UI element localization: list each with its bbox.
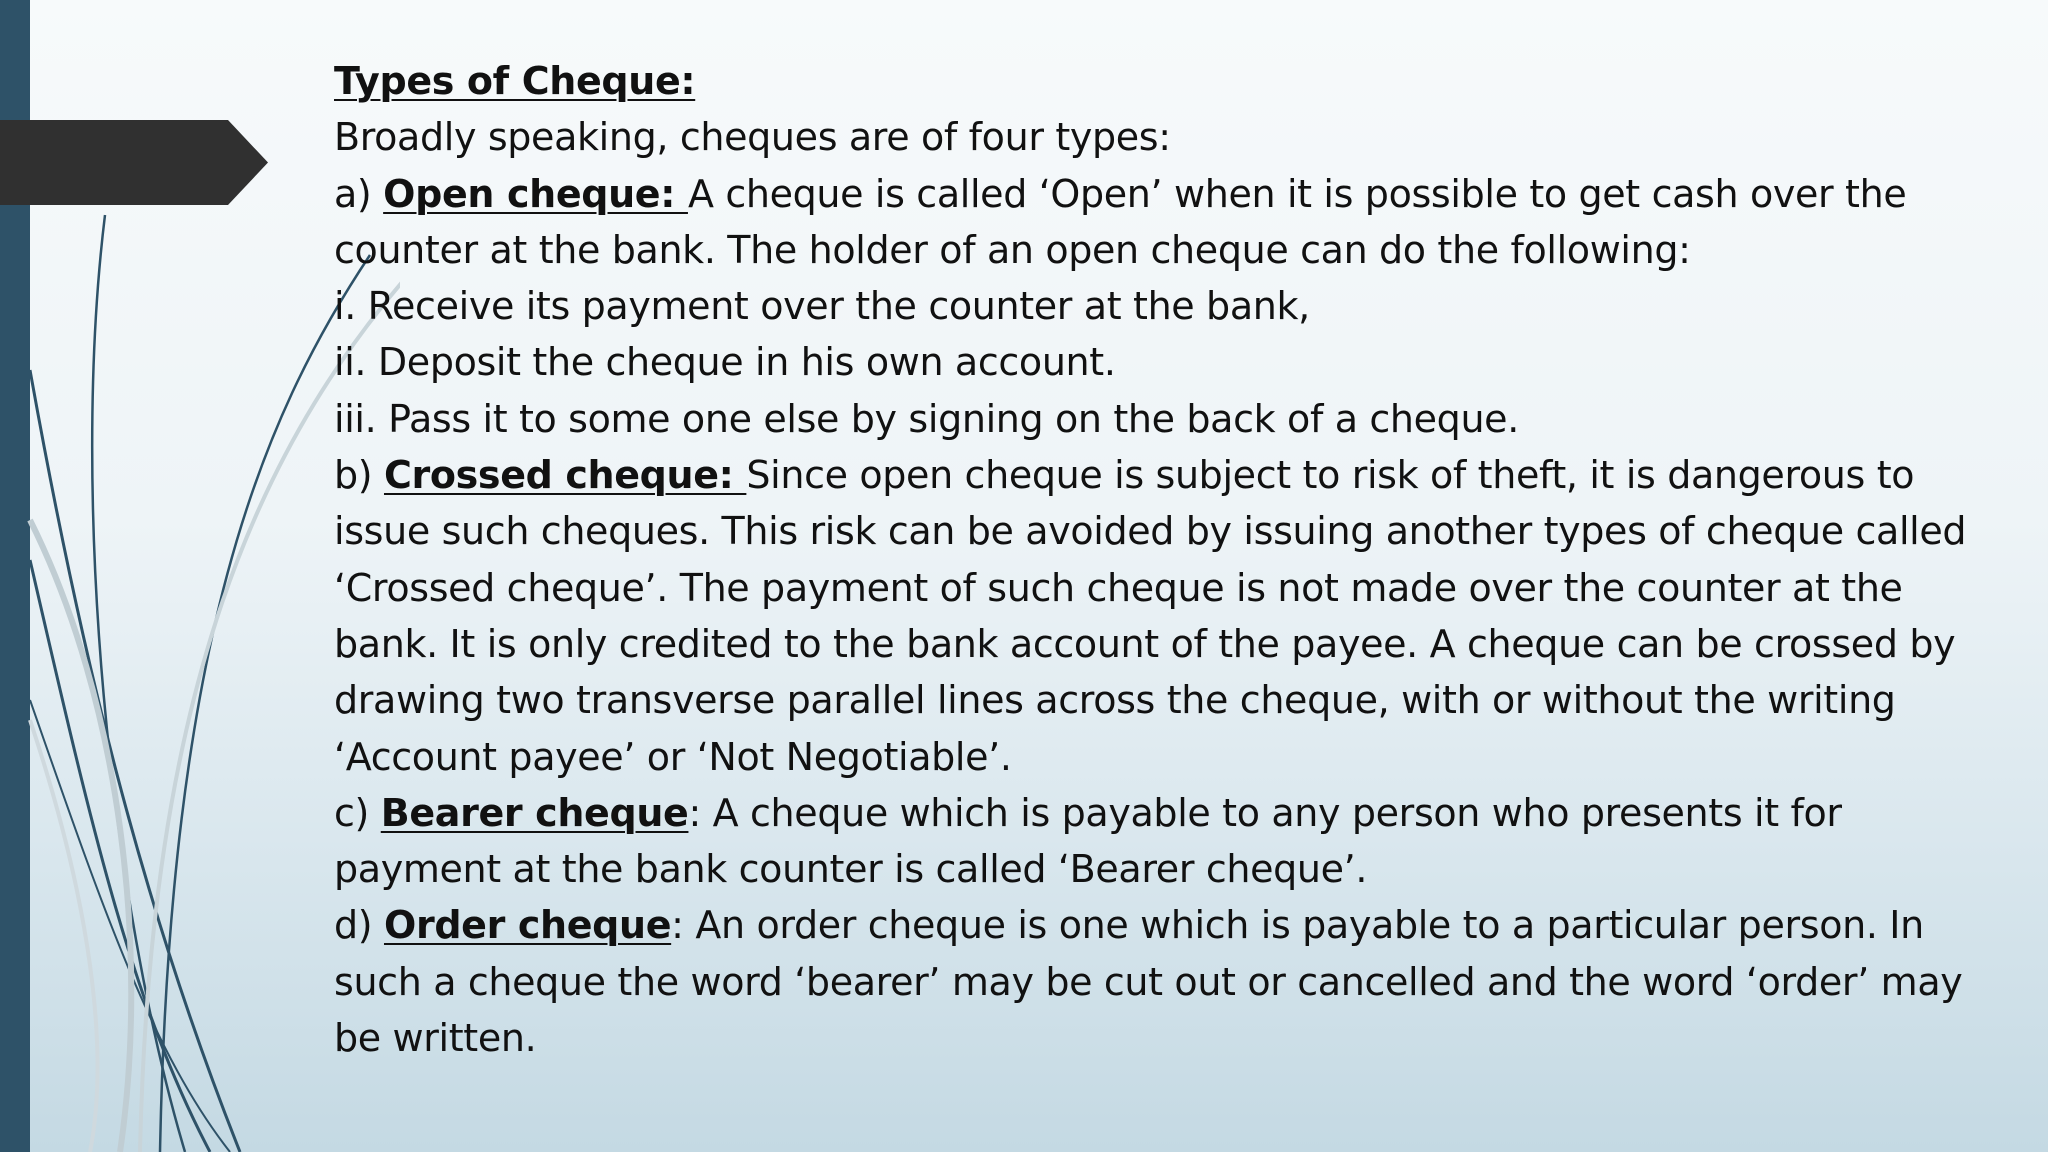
order-cheque-line-3: be written. <box>334 1016 537 1061</box>
slide-heading <box>334 53 2014 109</box>
slide-body <box>334 53 2014 1066</box>
crossed-cheque-line-2: issue such cheques. This risk can be avoided by issuing another types of cheque called <box>334 509 1967 554</box>
open-cheque-term-wrap <box>383 172 688 216</box>
crossed-cheque-line-5: drawing two transverse parallel lines across the cheque, with or without the writing <box>334 678 1896 723</box>
open-cheque-item-1: i. Receive its payment over the counter at the bank, <box>334 284 1310 329</box>
intro-line: Broadly speaking, cheques are of four types: <box>334 115 1171 160</box>
open-cheque-line-2: counter at the bank. The holder of an open cheque can do the following: <box>334 227 1691 272</box>
order-cheque-term: Order cheque <box>383 903 672 948</box>
order-cheque-line-2: such a cheque the word ‘bearer’ may be cut out or cancelled and the word ‘order’ may <box>334 959 1963 1004</box>
order-cheque-line-1 <box>334 897 2014 953</box>
crossed-cheque-term-wrap <box>384 453 746 497</box>
crossed-cheque-term: Crossed cheque: <box>383 453 747 498</box>
open-prefix: a) <box>334 171 384 216</box>
bearer-cheque-line-2: payment at the bank counter is called ‘Bearer cheque’. <box>334 847 1368 892</box>
open-cheque-item-3: iii. Pass it to some one else by signing on the back of a cheque. <box>334 396 1519 441</box>
order-prefix: d) <box>334 903 384 948</box>
bearer-prefix: c) <box>334 790 381 835</box>
bearer-cheque-term: Bearer cheque <box>380 790 689 835</box>
order-cheque-text: : An order cheque is one which is payable to a particular person. In <box>671 903 1924 948</box>
open-cheque-item-2: ii. Deposit the cheque in his own account. <box>334 340 1116 385</box>
heading-text: Types of Cheque: <box>334 59 696 103</box>
bearer-cheque-line-1 <box>334 785 2014 841</box>
open-cheque-line-1 <box>334 166 2014 222</box>
crossed-prefix: b) <box>334 453 384 498</box>
arrow-tab-shape <box>0 120 270 205</box>
crossed-cheque-line-4: bank. It is only credited to the bank account of the payee. A cheque can be crossed by <box>334 621 1956 666</box>
open-cheque-text: A cheque is called ‘Open’ when it is possible to get cash over the <box>687 171 1907 216</box>
open-cheque-term: Open cheque: <box>383 171 688 216</box>
crossed-cheque-line-3: ‘Crossed cheque’. The payment of such cheque is not made over the counter at the <box>334 565 1903 610</box>
crossed-cheque-text: Since open cheque is subject to risk of theft, it is dangerous to <box>746 453 1915 498</box>
crossed-cheque-line-1 <box>334 447 2014 503</box>
crossed-cheque-line-6: ‘Account payee’ or ‘Not Negotiable’. <box>334 734 1012 779</box>
bearer-cheque-text: : A cheque which is payable to any person who presents it for <box>688 790 1842 835</box>
